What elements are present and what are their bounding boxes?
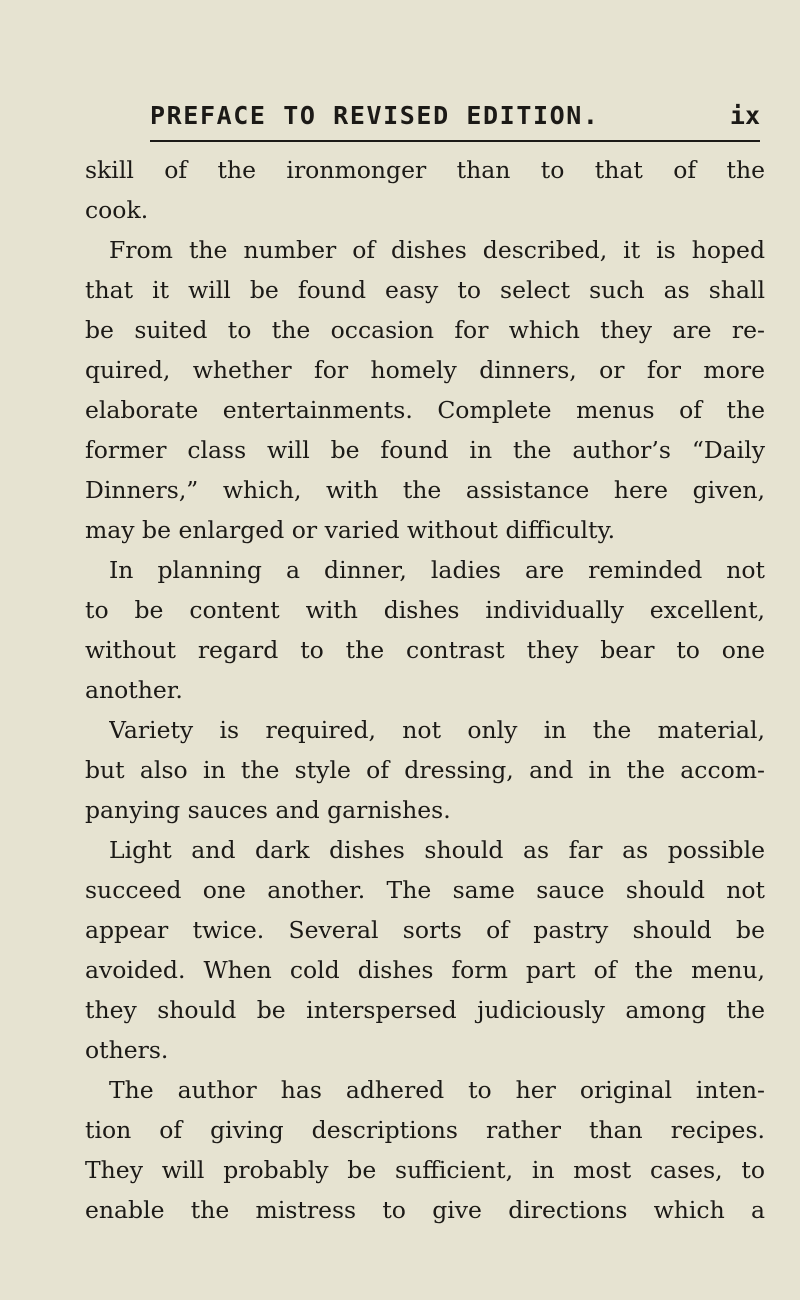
text-line: another. xyxy=(85,676,183,704)
text-line: tion of giving descriptions rather than recipes. xyxy=(85,1116,765,1144)
page-number: ix xyxy=(729,101,760,130)
text-line: cook. xyxy=(85,196,149,224)
text-line: enable the mistress to give directions which a xyxy=(85,1196,765,1224)
text-line: that it will be found easy to select such as shall xyxy=(85,276,765,304)
text-line: to be content with dishes individually excellent, xyxy=(85,596,765,624)
running-title: PREFACE TO REVISED EDITION. xyxy=(150,101,600,130)
text-line: without regard to the contrast they bear to one xyxy=(85,636,765,664)
text-line: but also in the style of dressing, and in the accom- xyxy=(85,756,765,784)
text-line: elaborate entertainments. Complete menus of the xyxy=(85,396,765,424)
text-line: be suited to the occasion for which they are re- xyxy=(85,316,765,344)
paragraph-start-line: In planning a dinner, ladies are reminded not xyxy=(109,556,765,584)
running-head xyxy=(150,101,760,131)
text-line: skill of the ironmonger than to that of the xyxy=(85,156,765,184)
text-line: quired, whether for homely dinners, or for more xyxy=(85,356,765,384)
text-line: former class will be found in the author’s “Daily xyxy=(85,436,765,464)
text-line: They will probably be sufficient, in most cases, to xyxy=(85,1156,765,1184)
text-line: they should be interspersed judiciously among the xyxy=(85,996,765,1024)
text-line: others. xyxy=(85,1036,169,1064)
paragraph-start-line: The author has adhered to her original inten- xyxy=(109,1076,765,1104)
header-rule xyxy=(150,140,760,142)
text-line: Dinners,” which, with the assistance here given, xyxy=(85,476,765,504)
text-line: panying sauces and garnishes. xyxy=(85,796,451,824)
paragraph-start-line: From the number of dishes described, it is hoped xyxy=(109,236,765,264)
paragraph-start-line: Light and dark dishes should as far as possible xyxy=(109,836,765,864)
text-line: succeed one another. The same sauce should not xyxy=(85,876,765,904)
text-line: appear twice. Several sorts of pastry should be xyxy=(85,916,765,944)
text-line: may be enlarged or varied without difficulty. xyxy=(85,516,616,544)
paragraph-start-line: Variety is required, not only in the material, xyxy=(109,716,765,744)
body-text xyxy=(85,150,765,1280)
text-line: avoided. When cold dishes form part of the menu, xyxy=(85,956,765,984)
